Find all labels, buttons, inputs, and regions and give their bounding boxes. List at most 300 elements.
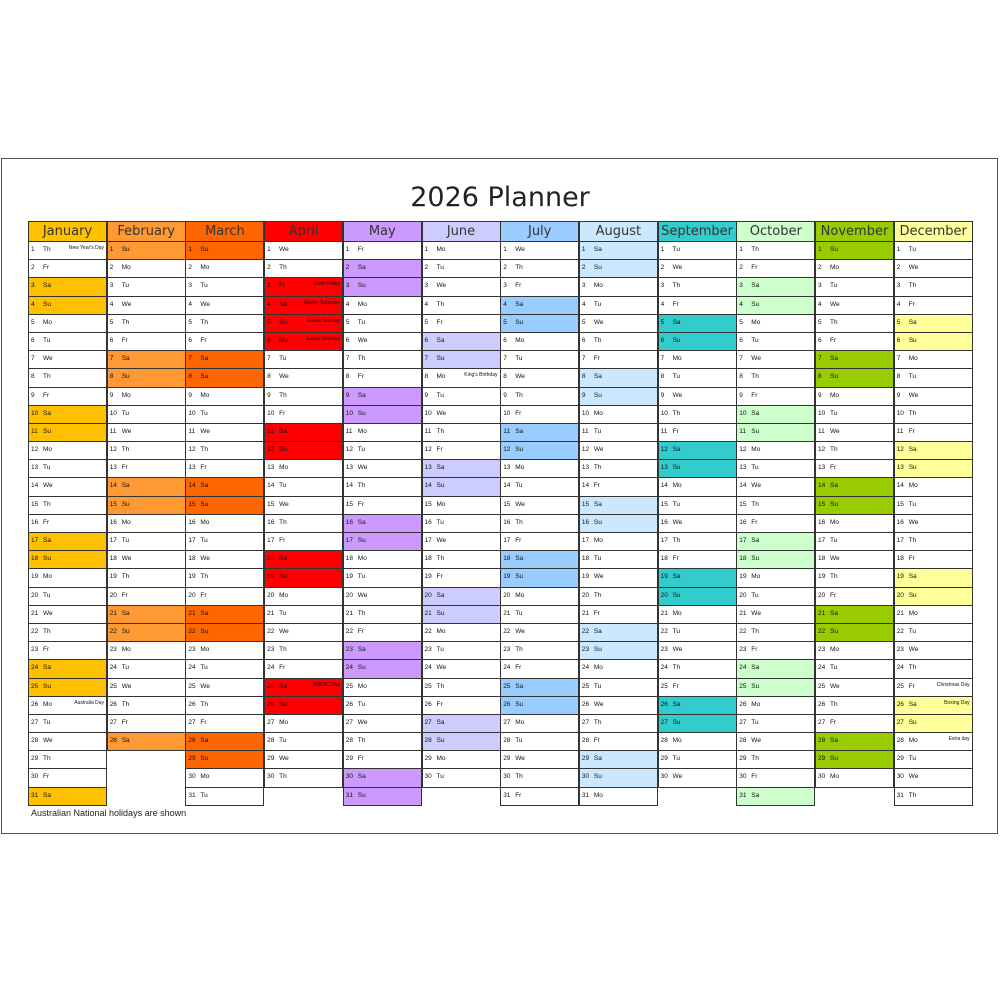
day-number: 1 — [188, 246, 193, 253]
day-cell — [500, 369, 579, 387]
day-cell — [264, 442, 343, 460]
day-cell — [736, 424, 815, 442]
day-of-week: Su — [830, 246, 838, 253]
day-number: 27 — [818, 718, 826, 726]
day-of-week: Th — [908, 409, 917, 417]
day-of-week: Su — [672, 591, 681, 599]
day-of-week: Tu — [43, 591, 51, 599]
day-cell — [343, 679, 422, 697]
day-number: 9 — [267, 391, 271, 399]
day-of-week: We — [436, 282, 447, 290]
day-of-week: Fr — [908, 427, 915, 435]
day-number: 26 — [660, 700, 668, 708]
day-number: 21 — [267, 609, 275, 617]
day-of-week: We — [515, 500, 525, 508]
day-of-week: Fr — [200, 718, 207, 726]
day-number: 22 — [109, 627, 117, 635]
day-cell — [107, 660, 186, 678]
day-of-week: Sa — [908, 318, 917, 326]
day-cell — [107, 588, 186, 606]
day-cell — [185, 460, 264, 478]
day-cell — [815, 297, 894, 315]
day-of-week: Th — [515, 773, 523, 781]
day-of-week: Tu — [357, 446, 366, 454]
day-of-week: Tu — [830, 409, 838, 417]
day-of-week: Fr — [751, 518, 758, 526]
day-cell — [736, 460, 815, 478]
day-cell — [107, 533, 186, 551]
day-of-week: We — [751, 355, 761, 363]
day-cell — [107, 697, 186, 715]
day-of-week: Fr — [200, 336, 207, 344]
day-of-week: Mo — [908, 609, 918, 617]
day-cell — [107, 624, 186, 642]
day-number: 30 — [739, 773, 747, 781]
day-cell — [107, 278, 186, 296]
day-number: 3 — [424, 282, 429, 290]
day-cell — [107, 642, 186, 660]
day-number: 22 — [896, 627, 904, 635]
day-number: 14 — [31, 482, 39, 490]
day-of-week: Su — [200, 627, 209, 635]
day-cell — [422, 297, 501, 315]
day-of-week: Su — [121, 246, 130, 253]
day-of-week: Tu — [908, 373, 917, 381]
day-cell — [422, 569, 501, 587]
day-of-week: Su — [279, 446, 288, 454]
day-of-week: Th — [279, 646, 287, 654]
day-number: 20 — [267, 591, 275, 599]
day-of-week: Tu — [593, 427, 602, 435]
day-cell — [736, 515, 815, 533]
day-number: 19 — [503, 573, 511, 581]
day-of-week: Fr — [121, 336, 128, 344]
day-of-week: Th — [200, 573, 208, 581]
day-number: 24 — [424, 664, 432, 672]
day-of-week: Fr — [751, 264, 758, 272]
day-number: 8 — [345, 373, 350, 381]
day-of-week: Sa — [121, 482, 130, 490]
day-number: 9 — [581, 391, 586, 399]
day-cell — [28, 297, 107, 315]
day-cell — [500, 351, 579, 369]
day-cell — [422, 624, 501, 642]
day-number: 27 — [503, 718, 511, 726]
day-of-week: Sa — [357, 264, 366, 272]
day-of-week: Tu — [830, 537, 838, 544]
day-of-week: We — [593, 446, 604, 454]
day-number: 12 — [345, 446, 354, 454]
day-number: 18 — [345, 555, 354, 563]
day-cell — [815, 278, 894, 296]
day-cell — [422, 533, 501, 551]
day-number: 3 — [109, 282, 114, 290]
day-of-week: Sa — [200, 355, 209, 363]
day-number: 23 — [267, 646, 275, 654]
day-cell — [894, 569, 973, 587]
day-number: 26 — [31, 700, 39, 708]
day-number: 28 — [424, 737, 432, 745]
day-number: 18 — [660, 555, 668, 563]
day-number: 10 — [581, 409, 590, 417]
day-number: 14 — [345, 482, 354, 490]
day-of-week: Th — [436, 300, 445, 308]
page-title: 2026 Planner — [410, 182, 590, 213]
day-number: 7 — [503, 355, 507, 363]
day-cell — [28, 751, 107, 769]
day-cell — [28, 351, 107, 369]
day-cell — [500, 551, 579, 569]
day-of-week: Su — [43, 427, 51, 435]
day-cell — [579, 351, 658, 369]
day-number: 27 — [739, 718, 747, 726]
day-number: 3 — [739, 282, 743, 290]
day-of-week: Th — [200, 318, 208, 326]
day-cell — [422, 333, 501, 351]
day-of-week: Fr — [515, 664, 522, 672]
day-of-week: Sa — [672, 446, 681, 454]
day-number: 20 — [188, 591, 196, 599]
day-number: 11 — [818, 427, 825, 435]
day-cell — [343, 333, 422, 351]
day-cell — [107, 351, 186, 369]
day-cell — [264, 551, 343, 569]
day-cell — [500, 424, 579, 442]
day-cell — [343, 315, 422, 333]
day-cell — [894, 478, 973, 496]
day-of-week: We — [908, 518, 919, 526]
day-number: 5 — [660, 318, 665, 326]
day-of-week: Th — [751, 500, 759, 508]
day-of-week: We — [830, 682, 840, 690]
day-cell — [815, 715, 894, 733]
day-of-week: We — [672, 391, 683, 399]
month-header: January — [28, 221, 107, 242]
day-of-week: Mo — [593, 537, 603, 544]
day-number: 28 — [188, 737, 196, 745]
day-number: 28 — [581, 737, 590, 745]
day-of-week: Th — [751, 627, 759, 635]
day-of-week: Mo — [279, 336, 289, 344]
month-header: May — [343, 221, 422, 242]
day-of-week: Su — [279, 318, 288, 326]
day-cell — [185, 624, 264, 642]
day-number: 4 — [896, 300, 901, 308]
day-cell — [658, 460, 737, 478]
day-cell — [894, 769, 973, 787]
day-of-week: Fr — [436, 700, 443, 708]
day-cell — [264, 515, 343, 533]
day-number: 29 — [424, 755, 432, 763]
day-number: 10 — [739, 409, 747, 417]
day-cell — [264, 715, 343, 733]
day-number: 4 — [345, 300, 350, 308]
day-number: 10 — [188, 409, 196, 417]
day-number: 7 — [424, 355, 429, 363]
day-of-week: Th — [121, 318, 130, 326]
day-number: 12 — [581, 446, 590, 454]
day-number: 12 — [503, 446, 511, 454]
day-cell — [815, 588, 894, 606]
day-cell — [894, 315, 973, 333]
day-cell — [185, 278, 264, 296]
day-of-week: Mo — [751, 446, 761, 454]
day-of-week: Th — [43, 627, 51, 635]
day-cell — [28, 606, 107, 624]
day-of-week: We — [672, 264, 683, 272]
day-cell — [658, 551, 737, 569]
holiday-label: New Year's Day — [68, 245, 104, 251]
day-number: 15 — [818, 500, 826, 508]
day-of-week: Th — [357, 482, 366, 490]
day-number: 25 — [503, 682, 511, 690]
day-cell — [736, 478, 815, 496]
day-number: 13 — [424, 464, 432, 472]
day-cell — [579, 533, 658, 551]
day-of-week: Su — [43, 682, 51, 690]
day-of-week: Sa — [200, 609, 209, 617]
day-cell — [658, 297, 737, 315]
day-cell — [579, 551, 658, 569]
day-cell — [185, 242, 264, 260]
day-cell — [579, 769, 658, 787]
day-number: 4 — [581, 300, 586, 308]
day-number: 17 — [581, 537, 590, 544]
month-column-october — [736, 221, 815, 806]
day-cell — [343, 733, 422, 751]
day-cell — [815, 751, 894, 769]
day-cell — [422, 424, 501, 442]
day-of-week: We — [121, 555, 132, 563]
day-cell — [736, 769, 815, 787]
day-of-week: Tu — [593, 555, 602, 563]
day-of-week: Sa — [751, 791, 760, 799]
day-of-week: Mo — [908, 737, 918, 745]
day-number: 1 — [267, 246, 271, 253]
day-cell — [28, 533, 107, 551]
day-number: 19 — [896, 573, 904, 581]
day-cell — [422, 606, 501, 624]
day-number: 17 — [896, 537, 904, 544]
day-number: 8 — [109, 373, 114, 381]
day-number: 10 — [345, 409, 354, 417]
day-of-week: Sa — [436, 336, 445, 344]
day-cell — [894, 733, 973, 751]
day-number: 22 — [660, 627, 668, 635]
day-of-week: Tu — [908, 755, 917, 763]
day-cell — [185, 315, 264, 333]
day-of-week: Su — [908, 591, 917, 599]
day-of-week: Th — [830, 446, 838, 454]
day-cell — [658, 515, 737, 533]
day-cell — [736, 315, 815, 333]
day-of-week: Mo — [515, 591, 525, 599]
holiday-label: King's Birthday — [464, 372, 498, 379]
day-of-week: Su — [357, 409, 366, 417]
day-of-week: Tu — [357, 318, 366, 326]
day-of-week: Fr — [279, 282, 286, 290]
day-number: 20 — [345, 591, 354, 599]
day-cell — [343, 697, 422, 715]
day-of-week: Fr — [200, 464, 207, 472]
day-cell — [264, 624, 343, 642]
day-of-week: Su — [593, 264, 602, 272]
day-number: 13 — [267, 464, 275, 472]
day-of-week: We — [751, 737, 761, 745]
day-number: 26 — [188, 700, 196, 708]
day-cell — [736, 406, 815, 424]
day-number: 1 — [660, 246, 665, 253]
day-of-week: Mo — [593, 664, 603, 672]
day-cell — [185, 388, 264, 406]
day-cell — [815, 351, 894, 369]
day-of-week: Sa — [751, 409, 760, 417]
day-of-week: Mo — [436, 755, 446, 763]
day-number: 7 — [267, 355, 271, 363]
day-number: 7 — [188, 355, 193, 363]
day-of-week: We — [279, 246, 289, 253]
day-cell — [658, 733, 737, 751]
day-number: 9 — [345, 391, 350, 399]
day-of-week: Tu — [672, 246, 680, 253]
day-of-week: Mo — [279, 464, 289, 472]
day-number: 31 — [581, 791, 590, 799]
day-cell — [264, 697, 343, 715]
day-cell — [28, 406, 107, 424]
day-of-week: Mo — [830, 773, 840, 781]
day-number: 28 — [267, 737, 275, 745]
day-number: 17 — [424, 537, 432, 544]
day-of-week: We — [672, 518, 683, 526]
day-number: 27 — [188, 718, 196, 726]
day-number: 13 — [188, 464, 196, 472]
day-cell — [658, 242, 737, 260]
day-number: 5 — [581, 318, 586, 326]
day-cell — [894, 788, 973, 806]
day-number: 3 — [503, 282, 507, 290]
day-number: 13 — [345, 464, 354, 472]
day-number: 15 — [660, 500, 668, 508]
day-number: 14 — [109, 482, 117, 490]
day-of-week: Th — [593, 718, 602, 726]
day-number: 2 — [896, 264, 901, 272]
day-of-week: Tu — [672, 500, 680, 508]
day-cell — [894, 751, 973, 769]
day-number: 15 — [267, 500, 275, 508]
day-of-week: Th — [279, 264, 287, 272]
day-cell — [658, 769, 737, 787]
day-cell — [736, 624, 815, 642]
day-of-week: Mo — [751, 318, 761, 326]
day-number: 5 — [503, 318, 507, 326]
day-number: 4 — [503, 300, 507, 308]
day-cell — [185, 588, 264, 606]
day-of-week: Mo — [121, 391, 131, 399]
day-of-week: We — [200, 555, 211, 563]
day-of-week: Fr — [43, 518, 50, 526]
day-of-week: Fr — [830, 464, 837, 472]
day-of-week: Th — [672, 409, 681, 417]
day-number: 18 — [896, 555, 904, 563]
day-number: 27 — [109, 718, 117, 726]
day-number: 30 — [818, 773, 826, 781]
day-cell — [422, 260, 501, 278]
day-of-week: Th — [357, 609, 366, 617]
day-number: 16 — [503, 518, 511, 526]
day-cell — [658, 679, 737, 697]
day-of-week: Fr — [436, 446, 443, 454]
day-number: 10 — [503, 409, 511, 417]
day-cell — [343, 297, 422, 315]
day-number: 13 — [109, 464, 117, 472]
day-of-week: Mo — [830, 264, 840, 272]
day-number: 4 — [739, 300, 743, 308]
day-of-week: We — [357, 718, 368, 726]
day-number: 8 — [188, 373, 193, 381]
day-cell — [28, 497, 107, 515]
day-of-week: We — [200, 682, 211, 690]
day-number: 11 — [581, 427, 589, 435]
day-cell — [815, 551, 894, 569]
month-header: July — [500, 221, 579, 242]
day-number: 11 — [188, 427, 196, 435]
day-cell — [28, 388, 107, 406]
day-of-week: Tu — [830, 282, 838, 290]
day-of-week: Su — [593, 391, 602, 399]
day-number: 6 — [267, 336, 271, 344]
day-cell — [736, 497, 815, 515]
day-of-week: Th — [279, 773, 287, 781]
day-cell — [736, 551, 815, 569]
day-of-week: Th — [672, 664, 681, 672]
day-number: 24 — [109, 664, 117, 672]
day-number: 29 — [188, 755, 196, 763]
day-number: 21 — [818, 609, 826, 617]
day-number: 24 — [188, 664, 196, 672]
day-number: 15 — [581, 500, 590, 508]
day-of-week: Th — [200, 446, 208, 454]
day-cell — [185, 606, 264, 624]
day-cell — [28, 369, 107, 387]
day-of-week: Sa — [515, 555, 524, 563]
day-number: 18 — [424, 555, 432, 563]
day-of-week: Mo — [436, 500, 446, 508]
day-of-week: Fr — [357, 627, 364, 635]
day-number: 14 — [581, 482, 590, 490]
day-of-week: We — [515, 373, 525, 381]
day-cell — [500, 242, 579, 260]
day-of-week: Su — [830, 627, 838, 635]
day-of-week: Th — [121, 700, 130, 708]
day-number: 3 — [581, 282, 586, 290]
day-cell — [658, 388, 737, 406]
day-of-week: Sa — [436, 464, 445, 472]
day-cell — [185, 442, 264, 460]
day-number: 25 — [581, 682, 590, 690]
day-of-week: Mo — [43, 318, 53, 326]
day-cell — [736, 733, 815, 751]
day-of-week: Th — [751, 755, 759, 763]
day-of-week: Fr — [908, 555, 915, 563]
day-of-week: We — [515, 246, 525, 253]
day-of-week: Fr — [593, 737, 601, 745]
day-cell — [736, 606, 815, 624]
day-cell — [658, 715, 737, 733]
day-cell — [579, 369, 658, 387]
day-of-week: Mo — [436, 373, 446, 381]
day-cell — [107, 369, 186, 387]
day-number: 22 — [424, 627, 432, 635]
